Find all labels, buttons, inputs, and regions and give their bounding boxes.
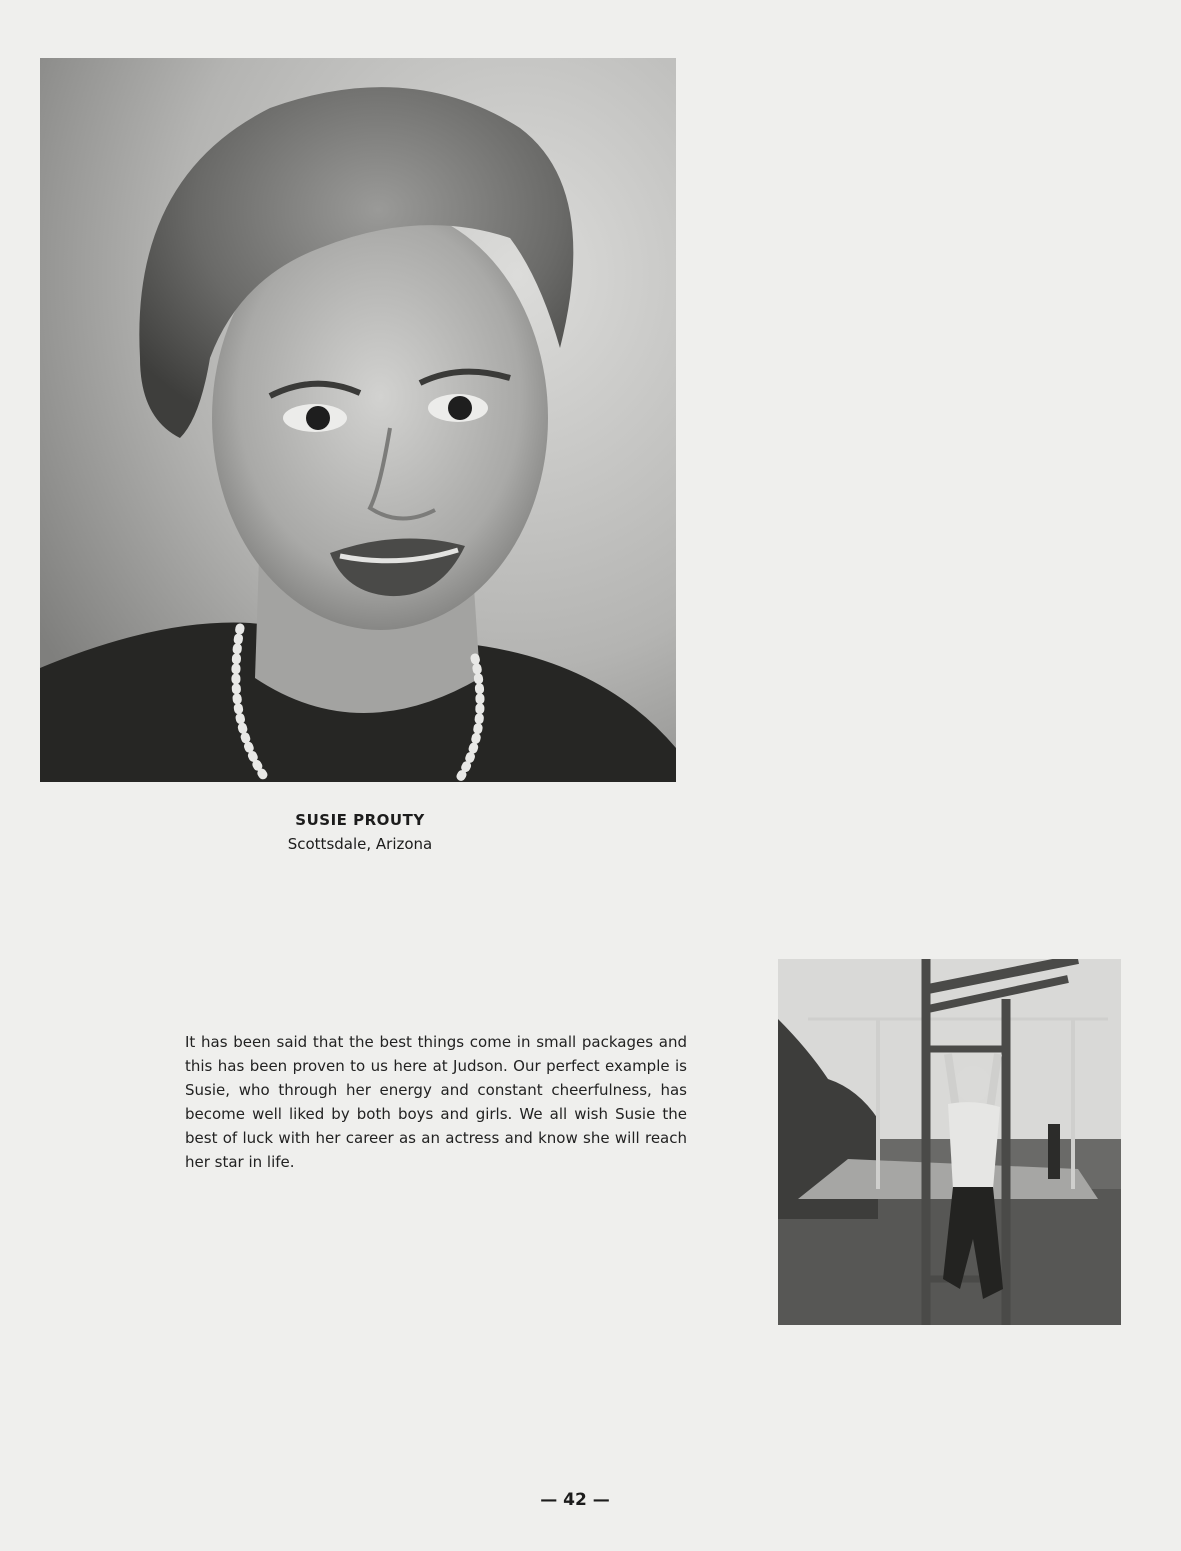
student-hometown: Scottsdale, Arizona	[287, 835, 433, 853]
description-paragraph: It has been said that the best things come in small packages and this has been proven to us here at Judson. Our perfect example is Susie, who through her energy and constant cheerfulness, has become well liked by both boys and girls. We all wish Susie the best of luck with her career as an actress and know she will reach her star in life.	[185, 1033, 687, 1171]
student-name: SUSIE PROUTY	[295, 811, 425, 829]
candid-photo	[778, 959, 1121, 1325]
page-number: — 42 —	[540, 1490, 610, 1510]
portrait-photo	[40, 58, 676, 782]
